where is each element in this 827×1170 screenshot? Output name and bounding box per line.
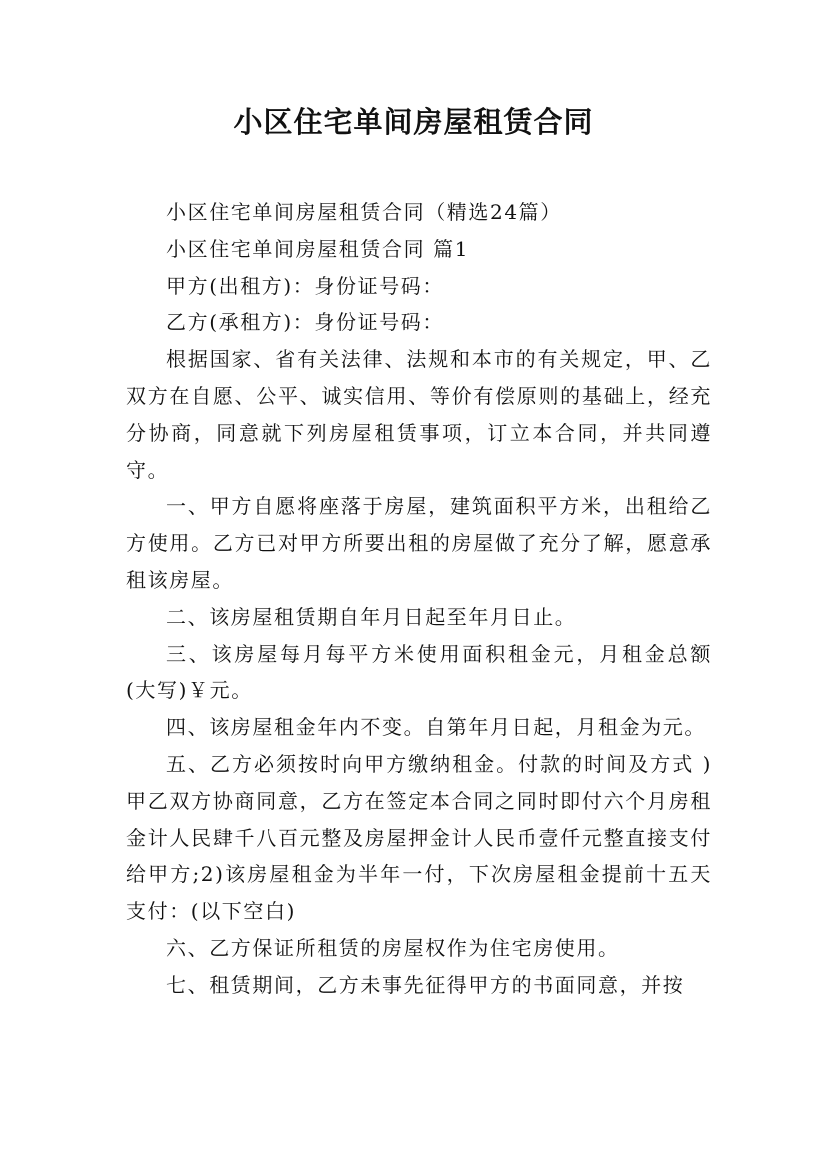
paragraph: 甲方(出租方)：身份证号码：: [166, 273, 445, 298]
paragraph: 乙方(承租方)：身份证号码：: [166, 310, 445, 335]
document-title: 小区住宅单间房屋租赁合同: [233, 105, 594, 139]
paragraph: 小区住宅单间房屋租赁合同 篇1: [166, 236, 470, 261]
document-body: [126, 194, 712, 1004]
paragraph: 七、租赁期间，乙方未事先征得甲方的书面同意，并按: [166, 972, 685, 997]
paragraph: 小区住宅单间房屋租赁合同（精选24篇）: [166, 200, 562, 224]
paragraph: 一、甲方自愿将座落于房屋，建筑面积平方米，出租给乙方使用。乙方已对甲方所要出租的房屋做了充分了解，愿意承租该房屋。: [126, 494, 712, 592]
paragraph: 五、乙方必须按时向甲方缴纳租金。付款的时间及方式 )甲乙双方协商同意，乙方在签定本合同之同时即付六个月房租金计人民肆千八百元整及房屋押金计人民币壹仟元整直接支付给甲方;2)该房屋租金为半年一付，下次房屋租金提前十五天支付：(以下空白): [126, 751, 712, 924]
paragraph: 二、该房屋租赁期自年月日起至年月日止。: [166, 604, 577, 629]
paragraph: 三、该房屋每月每平方米使用面积租金元，月租金总额(大写)￥元。: [126, 641, 712, 703]
paragraph: 六、乙方保证所租赁的房屋权作为住宅房使用。: [166, 935, 620, 960]
paragraph: 四、该房屋租金年内不变。自第年月日起，月租金为元。: [166, 715, 706, 740]
paragraph: 根据国家、省有关法律、法规和本市的有关规定，甲、乙双方在自愿、公平、诚实信用、等价有偿原则的基础上，经充分协商，同意就下列房屋租赁事项，订立本合同，并共同遵守。: [126, 347, 712, 482]
